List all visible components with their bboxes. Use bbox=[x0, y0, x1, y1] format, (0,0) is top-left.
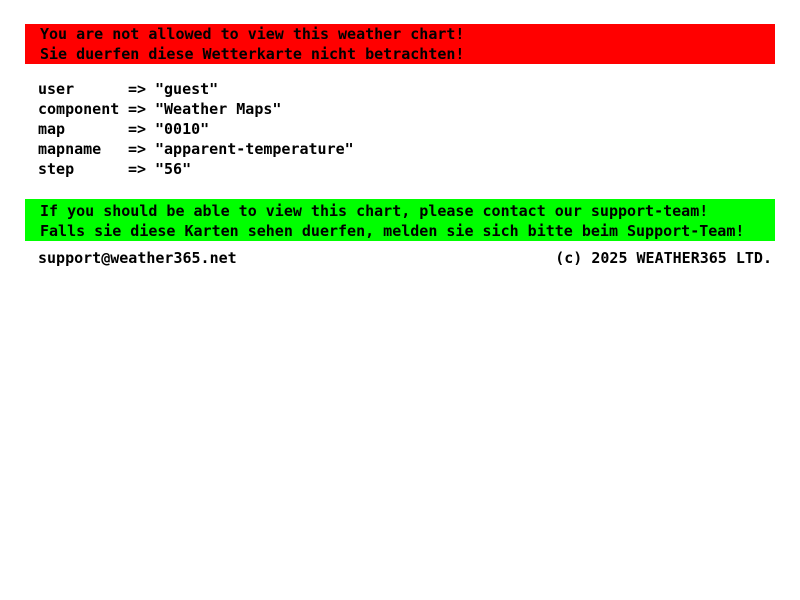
info-banner bbox=[25, 199, 775, 241]
error-line-english: You are not allowed to view this weather chart! bbox=[40, 25, 465, 43]
param-arrow: => bbox=[128, 160, 147, 178]
copyright-notice: (c) 2025 WEATHER365 LTD. bbox=[555, 249, 772, 267]
param-arrow: => bbox=[128, 80, 147, 98]
error-banner bbox=[25, 24, 775, 64]
param-arrow: => bbox=[128, 100, 147, 118]
info-line-english: If you should be able to view this chart, please contact our support-team! bbox=[40, 202, 709, 220]
param-value: "0010" bbox=[155, 120, 210, 138]
param-row-mapname bbox=[38, 139, 354, 159]
param-row-user bbox=[38, 79, 354, 99]
param-value: "Weather Maps" bbox=[155, 100, 282, 118]
param-key: step bbox=[38, 160, 75, 178]
param-key: component bbox=[38, 100, 120, 118]
request-params-list bbox=[38, 79, 354, 179]
info-line-german: Falls sie diese Karten sehen duerfen, melden sie sich bitte beim Support-Team! bbox=[40, 222, 745, 240]
param-value: "guest" bbox=[155, 80, 219, 98]
error-line-german: Sie duerfen diese Wetterkarte nicht betrachten! bbox=[40, 45, 465, 63]
param-arrow: => bbox=[128, 120, 147, 138]
param-value: "apparent-temperature" bbox=[155, 140, 354, 158]
param-key: map bbox=[38, 120, 66, 138]
param-row-step bbox=[38, 159, 354, 179]
param-key: mapname bbox=[38, 140, 102, 158]
param-value: "56" bbox=[155, 160, 192, 178]
param-row-component bbox=[38, 99, 354, 119]
param-arrow: => bbox=[128, 140, 147, 158]
param-row-map bbox=[38, 119, 354, 139]
support-email: support@weather365.net bbox=[38, 249, 237, 267]
param-key: user bbox=[38, 80, 75, 98]
footer bbox=[38, 248, 772, 268]
